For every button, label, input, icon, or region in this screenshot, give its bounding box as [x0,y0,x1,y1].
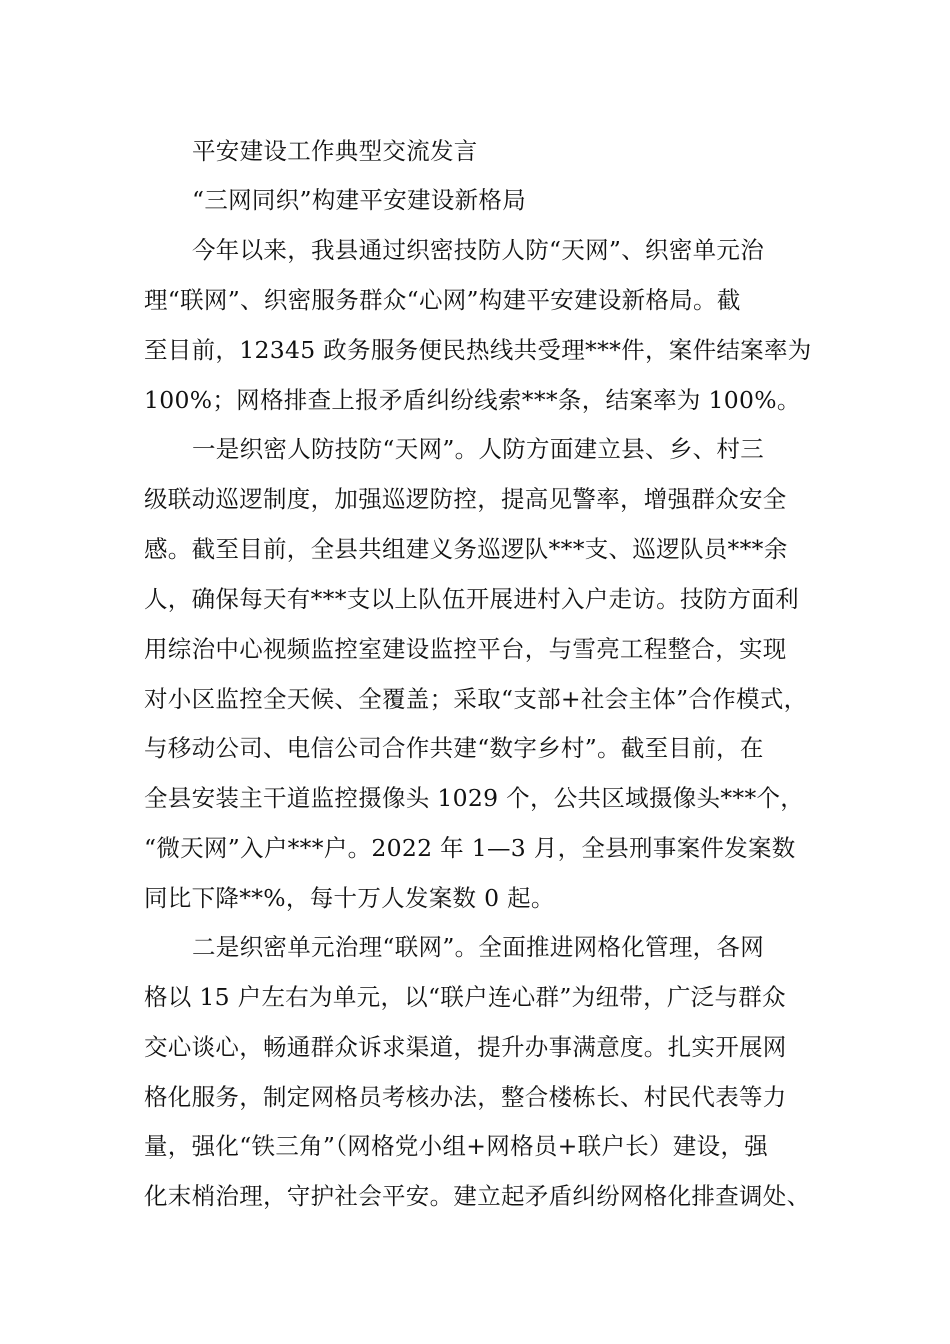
paragraph-line: 感。截至目前，全县共组建义务巡逻队***支、巡逻队员***余 [144,535,788,563]
paragraph-line: 今年以来，我县通过织密技防人防“天网”、织密单元治 [192,236,765,264]
paragraph-line: 全县安装主干道监控摄像头 1029 个，公共区域摄像头***个， [144,784,805,812]
paragraph-line: 对小区监控全天候、全覆盖；采取“支部+社会主体”合作模式， [144,685,808,713]
paragraph-line: 交心谈心，畅通群众诉求渠道，提升办事满意度。扎实开展网 [144,1033,787,1061]
paragraph-line: 量，强化“铁三角”（网格党小组+网格员+联户长）建设，强 [144,1132,769,1160]
document-subtitle: “三网同织”构建平安建设新格局 [192,186,527,214]
paragraph-line: 二是织密单元治理“联网”。全面推进网格化管理，各网 [192,933,765,961]
paragraph-line: “微天网”入户***户。2022 年 1—3 月，全县刑事案件发案数 [144,834,796,862]
paragraph-line: 用综治中心视频监控室建设监控平台，与雪亮工程整合，实现 [144,635,787,663]
paragraph-line: 格以 15 户左右为单元，以“联户连心群”为纽带，广泛与群众 [144,983,786,1011]
paragraph-line: 人，确保每天有***支以上队伍开展进村入户走访。技防方面利 [144,585,799,613]
paragraph-line: 格化服务，制定网格员考核办法，整合楼栋长、村民代表等力 [144,1083,787,1111]
paragraph-line: 与移动公司、电信公司合作共建“数字乡村”。截至目前，在 [144,734,764,762]
paragraph-line: 至目前，12345 政务服务便民热线共受理***件，案件结案率为 [144,336,812,364]
paragraph-line: 一是织密人防技防“天网”。人防方面建立县、乡、村三 [192,435,765,463]
document-title: 平安建设工作典型交流发言 [192,137,478,165]
paragraph-line: 化末梢治理，守护社会平安。建立起矛盾纠纷网格化排查调处、 [144,1182,811,1210]
paragraph-line: 同比下降**%，每十万人发案数 0 起。 [144,884,555,912]
paragraph-line: 100%；网格排查上报矛盾纠纷线索***条，结案率为 100%。 [144,386,801,414]
paragraph-line: 级联动巡逻制度，加强巡逻防控，提高见警率，增强群众安全 [144,485,787,513]
paragraph-line: 理“联网”、织密服务群众“心网”构建平安建设新格局。截 [144,286,741,314]
